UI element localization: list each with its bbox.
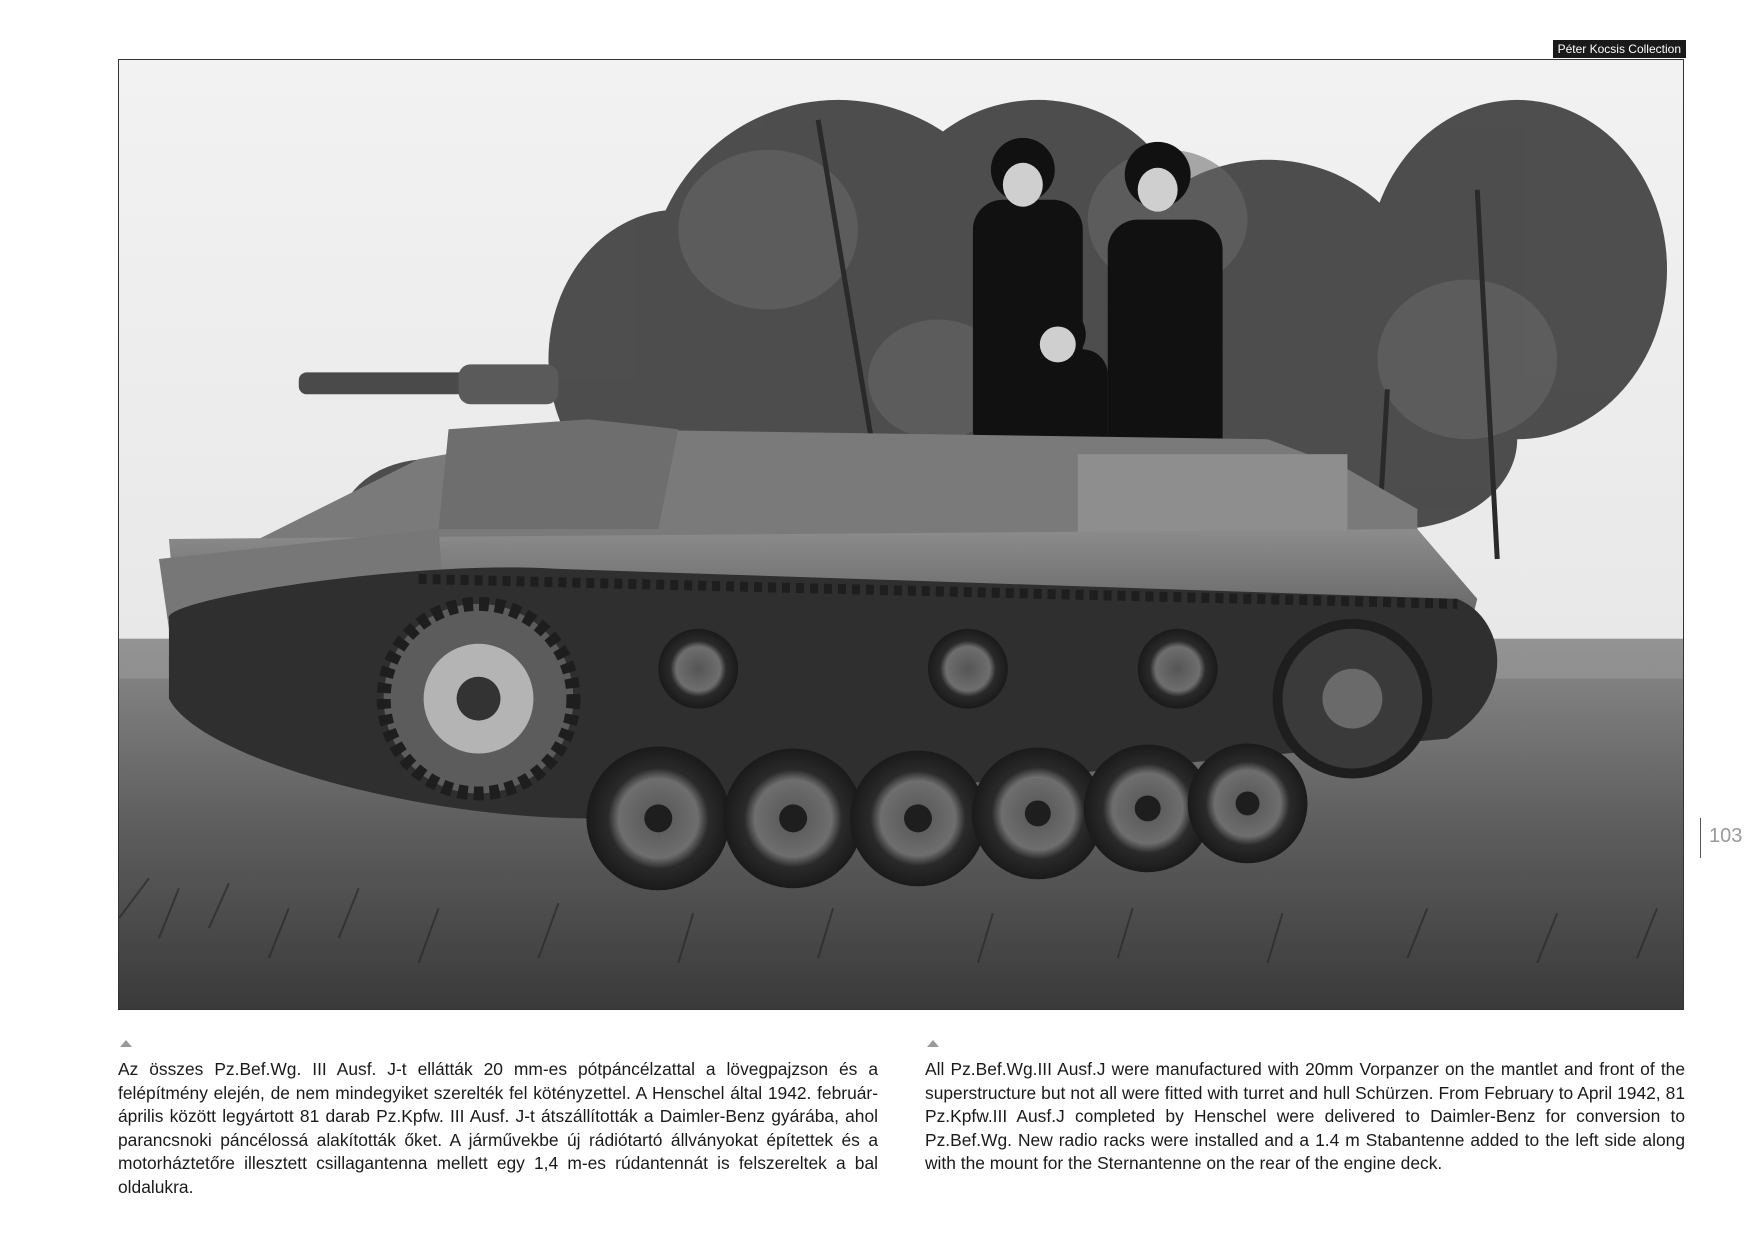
- caption-marker-icon: [927, 1040, 939, 1047]
- caption-english: All Pz.Bef.Wg.III Ausf.J were manufactured with 20mm Vorpanzer on the mantlet and front of the superstructure but not all were fitted with turret and hull Schürzen. From February to April 1942, 81 Pz.Kpfw.III Ausf.J completed by Henschel were delivered to Daimler-Benz for conversion to Pz.Bef.Wg. New radio racks were installed and a 1.4 m Stabantenne added to the left side along with the mount for the Sternantenne on the rear of the engine deck.: [925, 1059, 1685, 1174]
- photo-credit: Péter Kocsis Collection: [1553, 40, 1686, 58]
- page-number: 103: [1700, 818, 1742, 858]
- tank-photo: [118, 59, 1684, 1010]
- caption-hungarian: Az összes Pz.Bef.Wg. III Ausf. J-t ellátták 20 mm-es pótpáncélzattal a lövegpajzson és a felépítmény elején, de nem mindegyiket szerelték fel kötényzettel. A Henschel által 1942. február-április között legyártott 81 darab Pz.Kpfw. III Ausf. J-t átszállították a Daimler-Benz gyárába, ahol parancsnoki páncélossá alakították őket. A járművekbe új rádiótartó állványokat építettek és a motorháztetőre illesztett csillagantenna mellett egy 1,4 m-es rúdantennát is felszereltek a bal oldalukra.: [118, 1059, 878, 1197]
- tank-photo-illustration: [119, 60, 1683, 1009]
- caption-marker-icon: [120, 1040, 132, 1047]
